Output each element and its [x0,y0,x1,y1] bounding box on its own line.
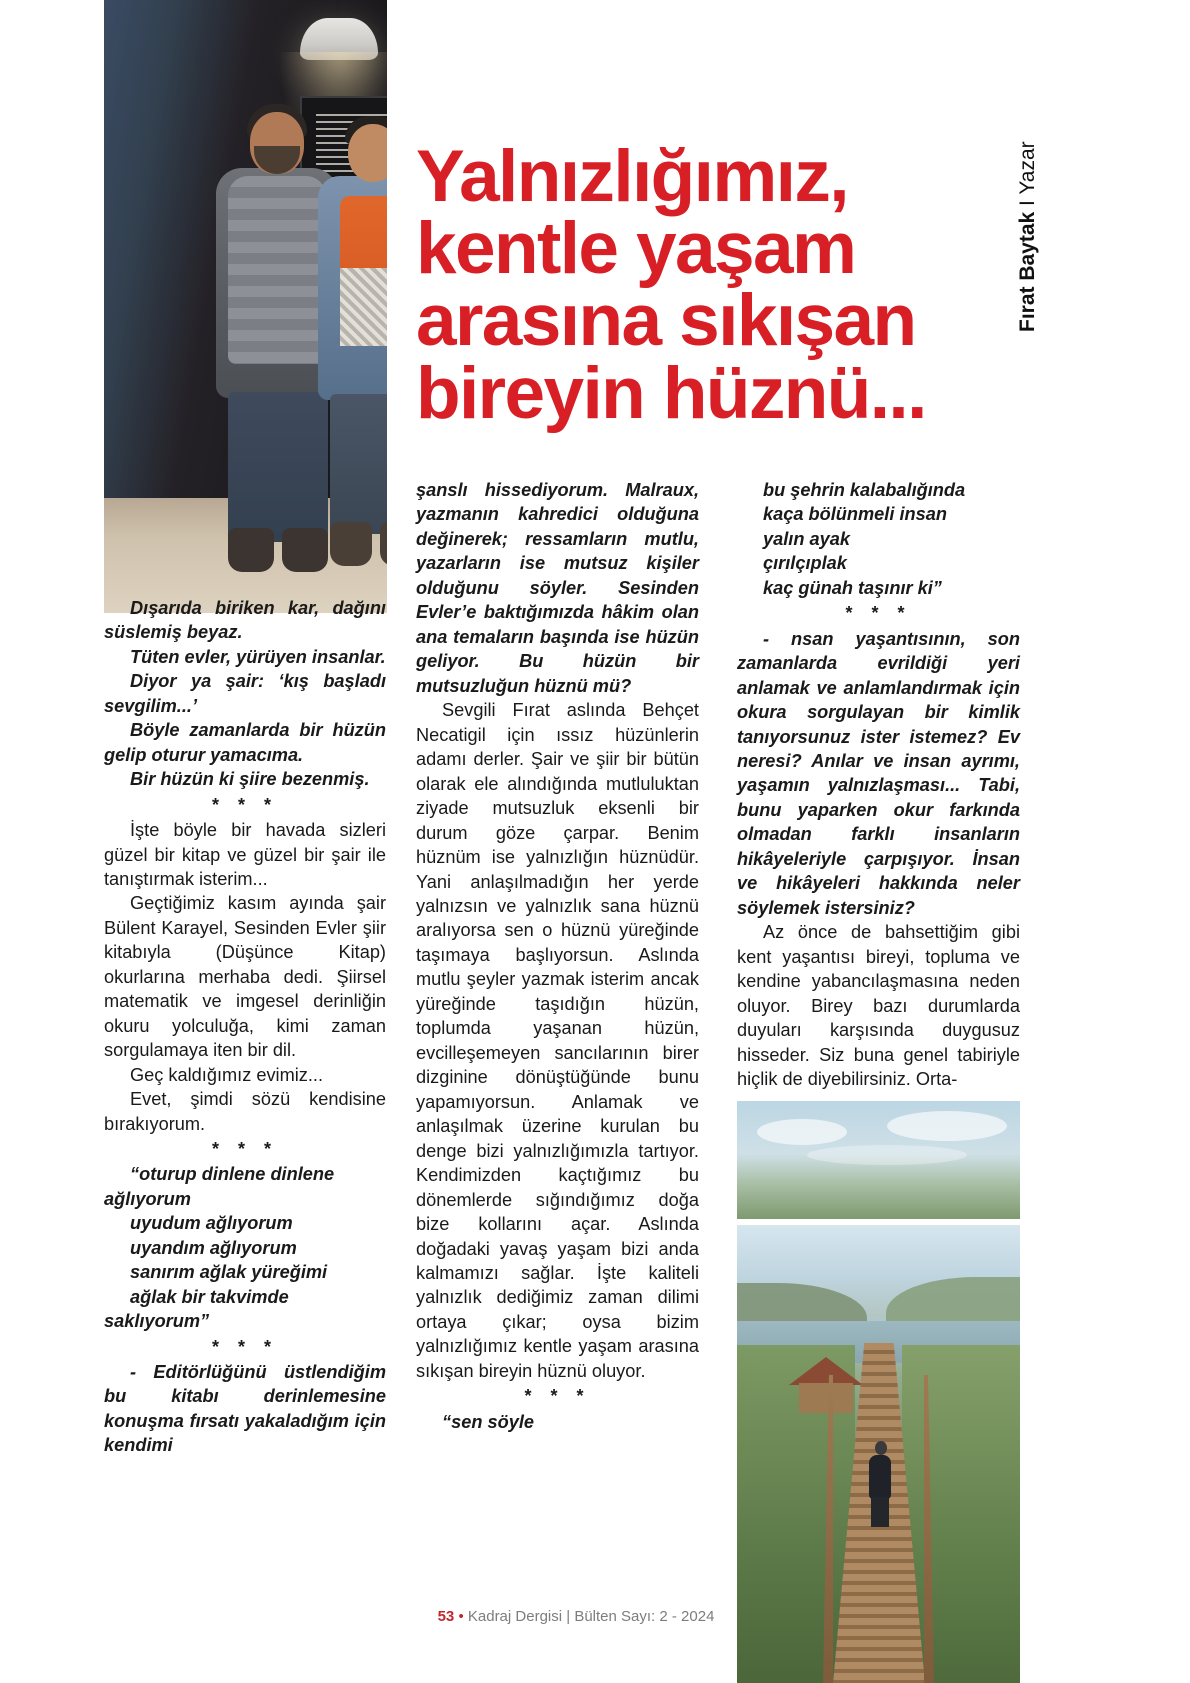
person-one-vest [228,176,326,364]
verse-line: bu şehrin kalabalığında [763,480,966,500]
magazine-name: Kadraj Dergisi [467,1608,563,1625]
paragraph: Geçtiğimiz kasım ayında şair Bülent Karayel, Sesinden Evler şiir kitabıyla (Düşünce Kitap) okurlarına merhaba dedi. Şiirsel matematik ve imgesel derinliğin okuru yolculuğa, kimi zaman sorgulamaya iten bir dil. [104,893,386,1061]
person-two-head [348,124,387,182]
cloud-shape [807,1145,967,1165]
paragraph: Tüten evler, yürüyen insanlar. [130,646,386,667]
footer-bullet: • [458,1608,464,1625]
paragraph: Böyle zamanlarda bir hüzün gelip oturur yamacıma. [104,720,386,765]
verse-line: ağlak bir takvimde saklıyorum” [104,1286,289,1332]
headline-line-1: Yalnızlığımız, [416,135,848,217]
page-headline [416,135,1016,434]
person-two-boot-left [330,522,372,566]
issue-info: | Bülten Sayı: 2 - 2024 [566,1608,715,1625]
paragraph: Bir hüzün ki şiire bezenmiş. [130,769,370,790]
verse-line: kaç günah taşınır ki” [763,577,942,598]
pier-walking-person-head [875,1441,887,1455]
verse-line: “sen söyle [442,1411,534,1432]
person-one-boot-right [282,528,328,572]
wooden-pier-photo [737,1225,1020,1683]
cloud-shape [887,1111,1007,1141]
verse-line: uyudum ağlıyorum [130,1213,293,1234]
paragraph: Dışarıda biriken kar, dağını süslemiş beyaz. [104,598,386,643]
pier-walking-person-legs [871,1497,889,1527]
headline-line-3: arasına sıkışan [416,280,916,362]
section-separator: * * * [524,1386,591,1407]
page-number: 53 [437,1608,455,1625]
section-separator: * * * [211,1139,279,1160]
page-footer [416,1608,736,1625]
paragraph: - nsan yaşantısının, son zamanlarda evrildiği yeri anlamak ve anlamlandırmak için okura sorgulayan bir kimlik tanıyorsunuz ister istemez? Ev neresi? Anılar ve insan ayrımı, yaşamın yalnızlaşması... Tabi, bunu yaparken okur farkında olmadan farklı insanların hikâyeleriyle çarpışıyor. İnsan ve hikâyeleri hakkında neler söylemek istersiniz? [737,628,1020,918]
verse-line: kaça bölünmeli insan [763,504,947,525]
landscape-sky-photo [737,1101,1020,1219]
paragraph: şanslı hissediyorum. Malraux, yazmanın kahredici olduğuna değinerek; ressamların mutlu, yazarların ise mutsuz kişiler olduğunu söyler. Sesinden Evler’e baktığımızda hâkim olan ana temaların başında ise hüzün geliyor. Bu hüzün bir mutsuzluğun hüznü mü? [416,480,699,696]
person-two-knit-pattern [340,268,387,346]
author-role: Yazar [1016,141,1039,195]
verse-line: sanırım ağlak yüreğimi [130,1262,328,1283]
paragraph: Geç kaldığımız evimiz... [130,1064,324,1085]
top-left-photo [104,0,387,613]
headline-line-2: kentle yaşam [416,208,856,290]
paragraph: İşte böyle bir havada sizleri güzel bir kitap ve güzel bir şair ile tanıştırmak isterim... [104,820,386,889]
column-right [737,478,1020,1092]
paragraph: - Editörlüğünü üstlendiğim bu kitabı derinlemesine konuşma fırsatı yakaladığım için kendimi [104,1362,386,1456]
paragraph: Sevgili Fırat aslında Behçet Necatigil için ıssız hüzünlerin adamı derler. Şair ve şiir bir bütün olarak ele alındığında mutluluktan ziyade mutsuzluk eksenli bir durum göze çarpar. Benim hüznüm ise yalnızlığın hüznüdür. Yani anlaşılmadığın her yerde yalnızsın ve yalnızlık sana hüznü aralıyorsa sen o hüznü yüreğinde taşımaya başlıyorsun. Aslında mutlu şeyler yazmak isterim ancak yüreğinde taşıdığın hüzün, toplumda yaşanan hüzün, evcilleşemeyen sancılarının birer dizginine dönüştüğünde bunu yapamıyorsun. Anlamak ve anlaşılmak üzerine kurulan bu denge bizi yalnızlığımızla tartıyor. Kendimizden kaçtığımız bu dönemlerde sığındığımız doğa bize kollarını açar. Aslında doğadaki yavaş yaşam bizi anda kalmamızı sağlar. İşte kaliteli yalnızlık dediğimiz zaman dilimi ortaya çıkar; oysa bizim yalnızlığımız kentle yaşam arasına sıkışan bireyin hüznü oluyor. [416,700,699,1381]
person-one-legs [228,392,328,542]
section-separator: * * * [845,603,912,624]
pier-walking-person-body [869,1455,891,1499]
paragraph: Evet, şimdi sözü kendisine bırakıyorum. [104,1089,386,1134]
paragraph: Diyor ya şair: ‘kış başladı sevgilim...’ [104,671,386,716]
person-one-boot-left [228,528,274,572]
pier-hut-body [799,1383,853,1413]
person-two-legs [330,394,387,534]
column-left [104,596,386,1458]
author-name: Fırat Baytak [1016,211,1039,332]
column-middle [416,478,699,1434]
author-byline [1016,82,1040,332]
byline-separator: I [1016,194,1039,212]
verse-line: çırılçıplak [763,553,847,574]
verse-line: “oturup dinlene dinlene ağlıyorum [104,1164,335,1209]
cloud-shape [757,1119,847,1145]
verse-line: yalın ayak [763,528,850,549]
verse-line: uyandım ağlıyorum [130,1237,297,1258]
section-separator: * * * [211,794,279,815]
headline-line-4: bireyin hüznü... [416,352,926,434]
section-separator: * * * [211,1336,279,1357]
paragraph: Az önce de bahsettiğim gibi kent yaşantısı bireyi, topluma ve kendine yabancılaşmasına neden oluyor. Birey bazı durumlarda duyuları karşısında duygusuz hisseder. Siz buna genel tabiriyle hiçlik de diyebilirsiniz. Orta- [737,922,1020,1090]
byline-container [1006,92,1050,342]
